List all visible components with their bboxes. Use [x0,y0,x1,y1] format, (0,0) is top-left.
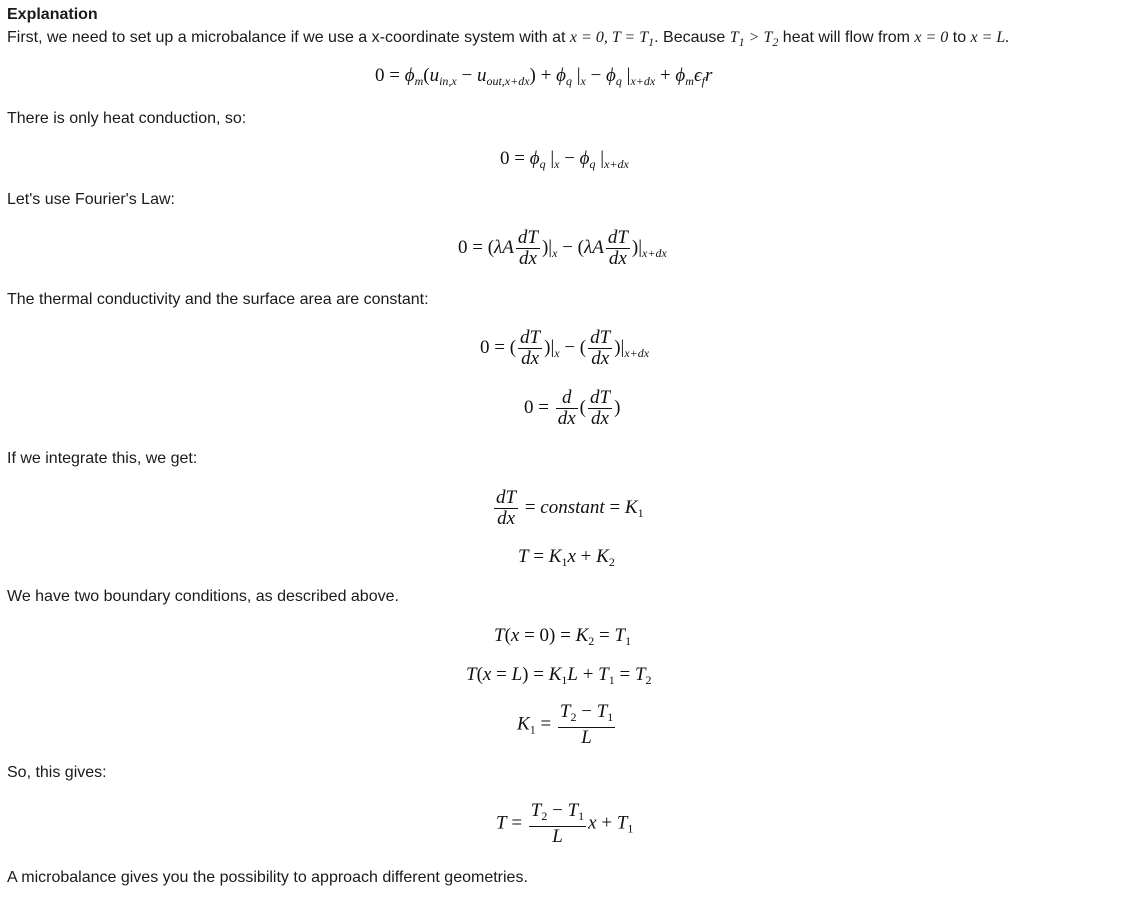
equation-gradient-difference: 0 = ( $\frac{dT}{dx}$ )$|_x$ − ( $\frac{dT}{dx}$ )$|_{x+dx}$ [480,327,650,369]
intro-math-4: x = L. [970,29,1010,46]
intro-text-4: to [948,29,971,46]
paragraph-constant: The thermal conductivity and the surface area are constant: [7,291,429,308]
equation-boundary-1: $T(x = 0) = K_2 = T_1$ [494,625,632,648]
paragraph-conclusion: A microbalance gives you the possibility to approach different geometries. [7,869,528,886]
equation-second-derivative: 0 = $\frac{d}{dx}$ ( $\frac{dT}{dx}$ ) [524,387,621,429]
paragraph-boundary: We have two boundary conditions, as described above. [7,588,399,605]
equation-k1: $K_1$ = $\frac{T_2 - T_1}{L}$ [517,701,614,748]
intro-paragraph [7,29,1009,50]
equation-boundary-2: $T(x = L) = K_1L + T_1 = T_2$ [466,664,652,687]
paragraph-fourier: Let's use Fourier's Law: [7,191,175,208]
equation-final: T = $\frac{T_2 - T_1}{L}$ $x + T_1$ [496,800,634,847]
intro-text-3: heat will flow from [778,29,915,46]
paragraph-integrate: If we integrate this, we get: [7,450,198,467]
equation-linear-profile: $T = K_1x + K_2$ [518,546,615,569]
paragraph-gives: So, this gives: [7,764,107,781]
explanation-heading: Explanation [7,6,98,23]
equation-constant-gradient: $\frac{dT}{dx}$ = constant = $K_1$ [496,487,644,529]
intro-math-1: x = 0, $T = T_1$ [569,29,655,49]
equation-conduction: $0 = \phi_q$ $|_x - \phi_q$ $|_{x+dx}$ [500,148,629,171]
paragraph-heat-conduction: There is only heat conduction, so: [7,110,247,127]
intro-math-2: $T_1 > T_2$ [729,29,779,49]
intro-text-1: First, we need to set up a microbalance if we use a x-coordinate system with at [7,29,570,46]
intro-text-2: . Because [654,29,730,46]
intro-math-3: x = 0 [914,29,949,46]
equation-microbalance: $0 = \phi_m(u_{in,x} - u_{out,x+dx}) + \phi_q$ $|_x - \phi_q$ $|_{x+dx} + \phi_m\epsilon_fr$ [375,65,713,88]
equation-fourier: 0 = (λA $\frac{dT}{dx}$ )$|_x - (\lambda A$ $\frac{dT}{dx}$ )$|_{x+dx}$ [458,227,667,269]
